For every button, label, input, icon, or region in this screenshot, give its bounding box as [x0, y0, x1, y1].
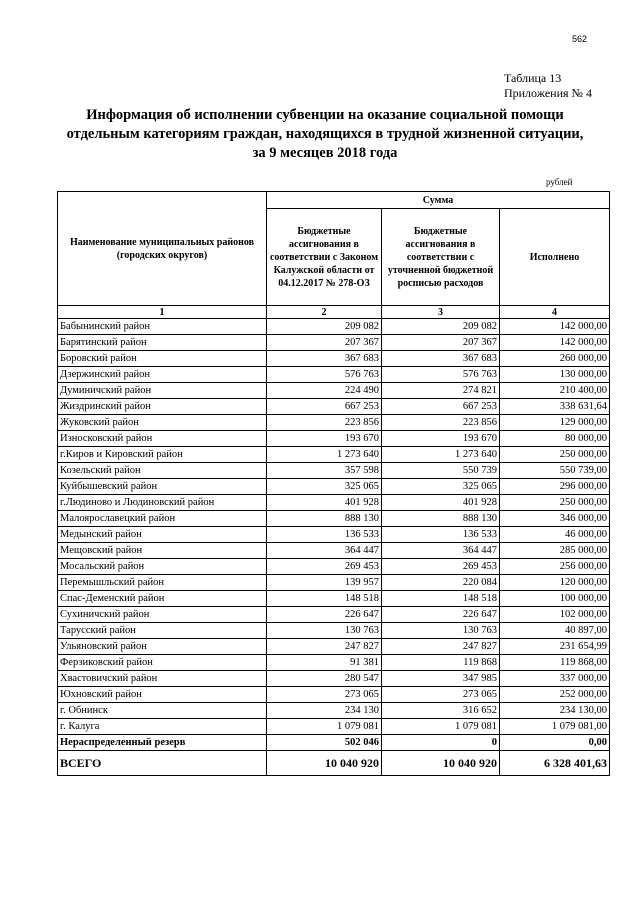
row-col2: 576 763 [267, 367, 382, 383]
table-row [58, 687, 610, 703]
row-name: Дзержинский район [58, 367, 267, 383]
page-number: 562 [572, 34, 588, 44]
header-sum-group: Сумма [267, 192, 610, 209]
row-col2: 357 598 [267, 463, 382, 479]
row-col2: 226 647 [267, 607, 382, 623]
total-label: ВСЕГО [58, 751, 267, 776]
row-col3: 1 273 640 [382, 447, 500, 463]
row-col4: 260 000,00 [500, 351, 610, 367]
row-col2: 888 130 [267, 511, 382, 527]
row-name: Юхновский район [58, 687, 267, 703]
table-row [58, 527, 610, 543]
title-line: отдельным категориям граждан, находящихся в трудной жизненной ситуации, [66, 126, 584, 142]
row-col4: 337 000,00 [500, 671, 610, 687]
table-row [58, 719, 610, 735]
row-col2: 1 079 081 [267, 719, 382, 735]
table-row [58, 399, 610, 415]
row-col3: 269 453 [382, 559, 500, 575]
row-col4: 46 000,00 [500, 527, 610, 543]
row-col3: 550 739 [382, 463, 500, 479]
row-name: Износковский район [58, 431, 267, 447]
row-col3: 220 084 [382, 575, 500, 591]
row-name: г.Людиново и Людиновский район [58, 495, 267, 511]
row-col2: 148 518 [267, 591, 382, 607]
total-row [58, 751, 610, 776]
col-number: 1 [58, 306, 267, 319]
row-col3: 0 [382, 735, 500, 751]
row-col4: 119 868,00 [500, 655, 610, 671]
table-row [58, 607, 610, 623]
row-col4: 129 000,00 [500, 415, 610, 431]
row-name: Жуковский район [58, 415, 267, 431]
row-col4: 231 654,99 [500, 639, 610, 655]
row-col4: 250 000,00 [500, 495, 610, 511]
row-col4: 296 000,00 [500, 479, 610, 495]
row-col3: 223 856 [382, 415, 500, 431]
row-col2: 364 447 [267, 543, 382, 559]
row-name: Малоярославецкий район [58, 511, 267, 527]
header-col4: Исполнено [500, 209, 610, 306]
row-col2: 207 367 [267, 335, 382, 351]
table-body [58, 319, 610, 751]
table-row [58, 351, 610, 367]
table-row [58, 671, 610, 687]
row-col3: 316 652 [382, 703, 500, 719]
row-col3: 247 827 [382, 639, 500, 655]
row-col2: 667 253 [267, 399, 382, 415]
table-row [58, 559, 610, 575]
total-col3: 10 040 920 [382, 751, 500, 776]
table-row [58, 543, 610, 559]
row-col4: 285 000,00 [500, 543, 610, 559]
row-col4: 346 000,00 [500, 511, 610, 527]
table-row [58, 431, 610, 447]
col-number: 2 [267, 306, 382, 319]
row-name: Думиничский район [58, 383, 267, 399]
row-col3: 148 518 [382, 591, 500, 607]
row-col3: 119 868 [382, 655, 500, 671]
row-col3: 667 253 [382, 399, 500, 415]
row-col4: 80 000,00 [500, 431, 610, 447]
row-name: Медынский район [58, 527, 267, 543]
table-row [58, 319, 610, 335]
row-col2: 234 130 [267, 703, 382, 719]
table-row [58, 415, 610, 431]
row-col2: 280 547 [267, 671, 382, 687]
row-col4: 0,00 [500, 735, 610, 751]
title-line: за 9 месяцев 2018 года [252, 145, 398, 161]
table-row [58, 367, 610, 383]
row-col3: 130 763 [382, 623, 500, 639]
table-row [58, 639, 610, 655]
table-row [58, 591, 610, 607]
row-col2: 139 957 [267, 575, 382, 591]
row-col3: 325 065 [382, 479, 500, 495]
row-col3: 347 985 [382, 671, 500, 687]
row-name: Сухиничский район [58, 607, 267, 623]
row-col2: 247 827 [267, 639, 382, 655]
row-name: Боровский район [58, 351, 267, 367]
row-col4: 338 631,64 [500, 399, 610, 415]
row-name: Ферзиковский район [58, 655, 267, 671]
row-col2: 91 381 [267, 655, 382, 671]
row-col2: 401 928 [267, 495, 382, 511]
row-col4: 142 000,00 [500, 319, 610, 335]
row-col4: 40 897,00 [500, 623, 610, 639]
row-name: Хвастовичский район [58, 671, 267, 687]
row-col3: 1 079 081 [382, 719, 500, 735]
row-name: Барятинский район [58, 335, 267, 351]
row-col3: 209 082 [382, 319, 500, 335]
row-col4: 130 000,00 [500, 367, 610, 383]
row-name: Спас-Деменский район [58, 591, 267, 607]
header-name-col: Наименование муниципальных районов (городских округов) [58, 192, 267, 306]
table-row [58, 447, 610, 463]
header-col2: Бюджетные ассигнования в соответствии с Законом Калужской области от 04.12.2017 № 278-ОЗ [267, 209, 382, 306]
row-col2: 367 683 [267, 351, 382, 367]
table-row [58, 495, 610, 511]
row-name: Козельский район [58, 463, 267, 479]
row-col2: 130 763 [267, 623, 382, 639]
subvention-table [57, 191, 610, 776]
row-col2: 325 065 [267, 479, 382, 495]
units-label: рублей [546, 177, 573, 187]
row-col4: 1 079 081,00 [500, 719, 610, 735]
row-col3: 576 763 [382, 367, 500, 383]
table-row [58, 655, 610, 671]
row-col2: 273 065 [267, 687, 382, 703]
row-name: Жиздринский район [58, 399, 267, 415]
row-col2: 223 856 [267, 415, 382, 431]
table-row [58, 735, 610, 751]
row-col4: 234 130,00 [500, 703, 610, 719]
row-col2: 193 670 [267, 431, 382, 447]
table-row [58, 623, 610, 639]
title-line: Информация об исполнении субвенции на оказание социальной помощи [86, 107, 564, 123]
row-col3: 193 670 [382, 431, 500, 447]
row-col2: 1 273 640 [267, 447, 382, 463]
row-col4: 120 000,00 [500, 575, 610, 591]
col-number: 3 [382, 306, 500, 319]
col-number: 4 [500, 306, 610, 319]
row-name: Тарусский район [58, 623, 267, 639]
table-row [58, 575, 610, 591]
row-col3: 207 367 [382, 335, 500, 351]
row-col4: 256 000,00 [500, 559, 610, 575]
table-label-block [504, 71, 592, 101]
row-col3: 136 533 [382, 527, 500, 543]
row-col4: 100 000,00 [500, 591, 610, 607]
table-row [58, 335, 610, 351]
row-col4: 102 000,00 [500, 607, 610, 623]
row-col4: 252 000,00 [500, 687, 610, 703]
row-col2: 224 490 [267, 383, 382, 399]
row-name: Ульяновский район [58, 639, 267, 655]
row-name: Перемышльский район [58, 575, 267, 591]
table-row [58, 703, 610, 719]
table-label: Таблица 13 [503, 71, 562, 85]
appendix-label: Приложения № 4 [503, 86, 592, 100]
row-col3: 274 821 [382, 383, 500, 399]
row-col2: 269 453 [267, 559, 382, 575]
row-name: Бабынинский район [58, 319, 267, 335]
row-col2: 209 082 [267, 319, 382, 335]
row-col2: 502 046 [267, 735, 382, 751]
table-row [58, 511, 610, 527]
row-col4: 210 400,00 [500, 383, 610, 399]
row-col3: 888 130 [382, 511, 500, 527]
row-name: г.Киров и Кировский район [58, 447, 267, 463]
row-col4: 142 000,00 [500, 335, 610, 351]
row-col3: 226 647 [382, 607, 500, 623]
table-row [58, 479, 610, 495]
total-col4: 6 328 401,63 [500, 751, 610, 776]
row-col3: 273 065 [382, 687, 500, 703]
row-col3: 367 683 [382, 351, 500, 367]
row-name: Куйбышевский район [58, 479, 267, 495]
row-col2: 136 533 [267, 527, 382, 543]
document-title [40, 106, 610, 163]
row-name: Нераспределенный резерв [58, 735, 267, 751]
total-col2: 10 040 920 [267, 751, 382, 776]
row-col4: 250 000,00 [500, 447, 610, 463]
table-row [58, 383, 610, 399]
row-col3: 401 928 [382, 495, 500, 511]
row-col4: 550 739,00 [500, 463, 610, 479]
row-name: Мосальский район [58, 559, 267, 575]
table-row [58, 463, 610, 479]
row-name: г. Обнинск [58, 703, 267, 719]
header-col3: Бюджетные ассигнования в соответствии с уточненной бюджетной росписью расходов [382, 209, 500, 306]
row-name: Мещовский район [58, 543, 267, 559]
row-col3: 364 447 [382, 543, 500, 559]
row-name: г. Калуга [58, 719, 267, 735]
